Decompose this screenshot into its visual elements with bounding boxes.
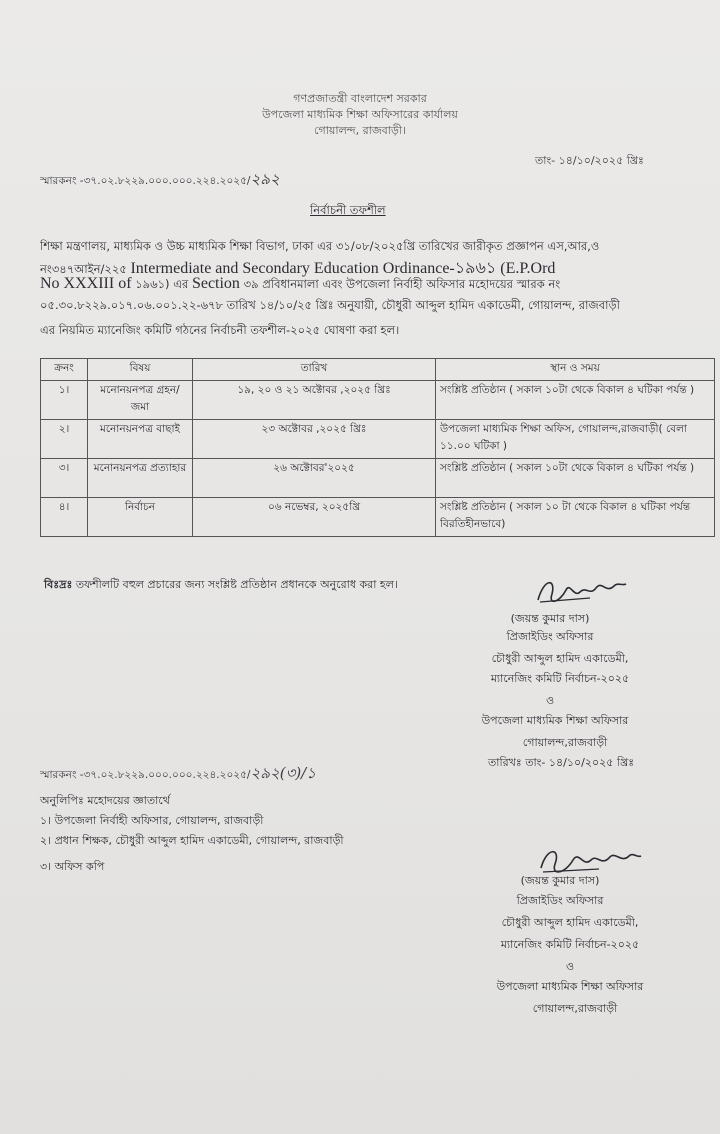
memo-date: তাং- ১৪/১০/২০২৫ খ্রিঃ [535,154,644,167]
header-office: উপজেলা মাধ্যমিক শিক্ষা অফিসারের কার্যালয় [262,108,458,121]
table-row [41,381,715,420]
body-line-3 [40,275,692,295]
row-subject: মনোনয়নপত্র গ্রহন/ জমা [88,381,193,420]
memo2-number [40,762,316,787]
signature2-office: উপজেলা মাধ্যমিক শিক্ষা অফিসার [496,980,644,993]
memo-number [40,168,280,193]
row-place-time: সংশ্লিষ্ট প্রতিষ্ঠান ( সকাল ১০ টা থেকে বিকাল ৪ ঘটিকা পর্যন্ত বিরতিহীনভাবে) [436,498,715,537]
body-line-2-en: Intermediate and Secondary Education Ordinance-১৯৬১ (E.P.Ord [130,260,556,277]
table-row [41,498,715,537]
memo2-number-text: স্মারকনং -৩৭.০২.৮২২৯.০০০.০০০.২২৪.২০২৫/ [40,769,251,781]
copy-item-2: ২। প্রধান শিক্ষক, চৌধুরী আব্দুল হামিদ একাডেমী, গোয়ালন্দ, রাজবাড়ী [40,834,344,847]
note-label: বিঃদ্রঃ [44,578,73,591]
body-line-3-en-a: No XXXIII of [40,275,132,292]
header-government: গণপ্রজাতন্ত্রী বাংলাদেশ সরকার [293,92,427,105]
table-row [41,420,715,459]
row-serial: ১। [41,381,88,420]
signature1-institution: চৌধুরী আব্দুল হামিদ একাডেমী, [491,652,629,665]
signature1-committee: ম্যানেজিং কমিটি নির্বাচন-২০২৫ [490,672,630,685]
row-serial: ২। [41,420,88,459]
signature1-and: ও [545,694,555,707]
row-subject: মনোনয়নপত্র প্রত্যাহার [88,459,193,498]
signature2-committee: ম্যানেজিং কমিটি নির্বাচন-২০২৫ [500,938,640,951]
row-serial: ৪। [41,498,88,537]
row-date: ২৬ অক্টোবর'২০২৫ [193,459,436,498]
row-place-time: সংশ্লিষ্ট প্রতিষ্ঠান ( সকাল ১০টা থেকে বিকাল ৪ ঘটিকা পর্যন্ত ) [436,459,715,498]
memo2-number-handwritten: ২৯২(৩)/১ [250,764,316,782]
signature2-designation: প্রিজাইডিং অফিসার [516,894,604,907]
row-place-time: সংশ্লিষ্ট প্রতিষ্ঠান ( সকাল ১০টা থেকে বিকাল ৪ ঘটিকা পর্যন্ত ) [436,381,715,420]
memo-number-handwritten: ২৯২ [250,170,280,188]
note [44,576,398,595]
row-date: ১৯, ২০ ও ২১ অক্টোবর ,২০২৫ খ্রিঃ [193,381,436,420]
row-subject: মনোনয়নপত্র বাছাই [88,420,193,459]
body-line-5: এর নিয়মিত ম্যানেজিং কমিটি গঠনের নির্বাচনী তফশীল-২০২৫ ঘোষণা করা হল। [40,323,400,337]
copy-label: অনুলিপিঃ মহোদয়ের জ্ঞাতার্থে [40,794,170,807]
signature2-institution: চৌধুরী আব্দুল হামিদ একাডেমী, [501,916,639,929]
copy-item-3: ৩। অফিস কপি [40,860,105,873]
body-line-1: শিক্ষা মন্ত্রণালয়, মাধ্যমিক ও উচ্চ মাধ্যমিক শিক্ষা বিভাগ, ঢাকা এর ৩১/০৮/২০২৫খ্রি তারিখের জারীকৃত প্রজ্ঞাপন এস,আর,ও [40,239,600,253]
header-location: গোয়ালন্দ, রাজবাড়ী। [314,124,406,137]
row-date: ০৬ নভেম্বর, ২০২৫খ্রি [193,498,436,537]
header-serial: ক্রনং [41,359,88,381]
signature1-designation: প্রিজাইডিং অফিসার [506,630,594,643]
signature-graphic [530,572,630,612]
signature1-date: তারিখঃ তাং- ১৪/১০/২০২৫ খ্রিঃ [488,756,635,769]
document-title: নির্বাচনী তফশীল [310,203,386,217]
row-date: ২৩ অক্টোবর ,২০২৫ খ্রিঃ [193,420,436,459]
copy-item-1: ১। উপজেলা নির্বাহী অফিসার, গোয়ালন্দ, রাজবাড়ী [40,814,264,827]
table-row [41,459,715,498]
header-subject: বিষয় [88,359,193,381]
header-date: তারিখ [193,359,436,381]
signature1-location: গোয়ালন্দ,রাজবাড়ী [522,736,608,749]
table-header-row [41,359,715,381]
body-line-3-en-b: Section [191,275,240,292]
row-place-time: উপজেলা মাধ্যমিক শিক্ষা অফিস, গোয়ালন্দ,রাজবাড়ী( বেলা ১১.০০ ঘটিকা ) [436,420,715,459]
row-serial: ৩। [41,459,88,498]
signature2-name: (জয়ন্ত কুমার দাস) [520,874,600,887]
signature1-name: (জয়ন্ত কুমার দাস) [510,612,590,625]
signature2-location: গোয়ালন্দ,রাজবাড়ী [532,1002,618,1015]
body-line-2-bn: নং৩৪৭আইন/২২৫ [40,262,127,276]
body-line-3-bn-b: ৩৯ প্রবিধানমালা এবং উপজেলা নির্বাহী অফিসার মহোদয়ের স্মারক নং [243,277,561,291]
memo-number-text: স্মারকনং -৩৭.০২.৮২২৯.০০০.০০০.২২৪.২০২৫/ [40,175,251,187]
signature1-office: উপজেলা মাধ্যমিক শিক্ষা অফিসার [481,714,629,727]
body-line-4: ০৫.৩০.৮২২৯.০১৭.০৬.০০১.২২-৬৭৮ তারিখ ১৪/১০/২৫ খ্রিঃ অনুযায়ী, চৌধুরী আব্দুল হামিদ একাডেমী, গোয়ালন্দ, রাজবাড়ী [40,298,620,312]
row-subject: নির্বাচন [88,498,193,537]
body-line-3-bn-a: ১৯৬১) এর [135,277,189,291]
schedule-table [40,358,715,537]
signature2-and: ও [565,960,575,973]
header-place-time: স্থান ও সময় [436,359,715,381]
note-text: তফশীলটি বহুল প্রচারের জন্য সংশ্লিষ্ট প্রতিষ্ঠান প্রধানকে অনুরোধ করা হল। [75,578,398,591]
